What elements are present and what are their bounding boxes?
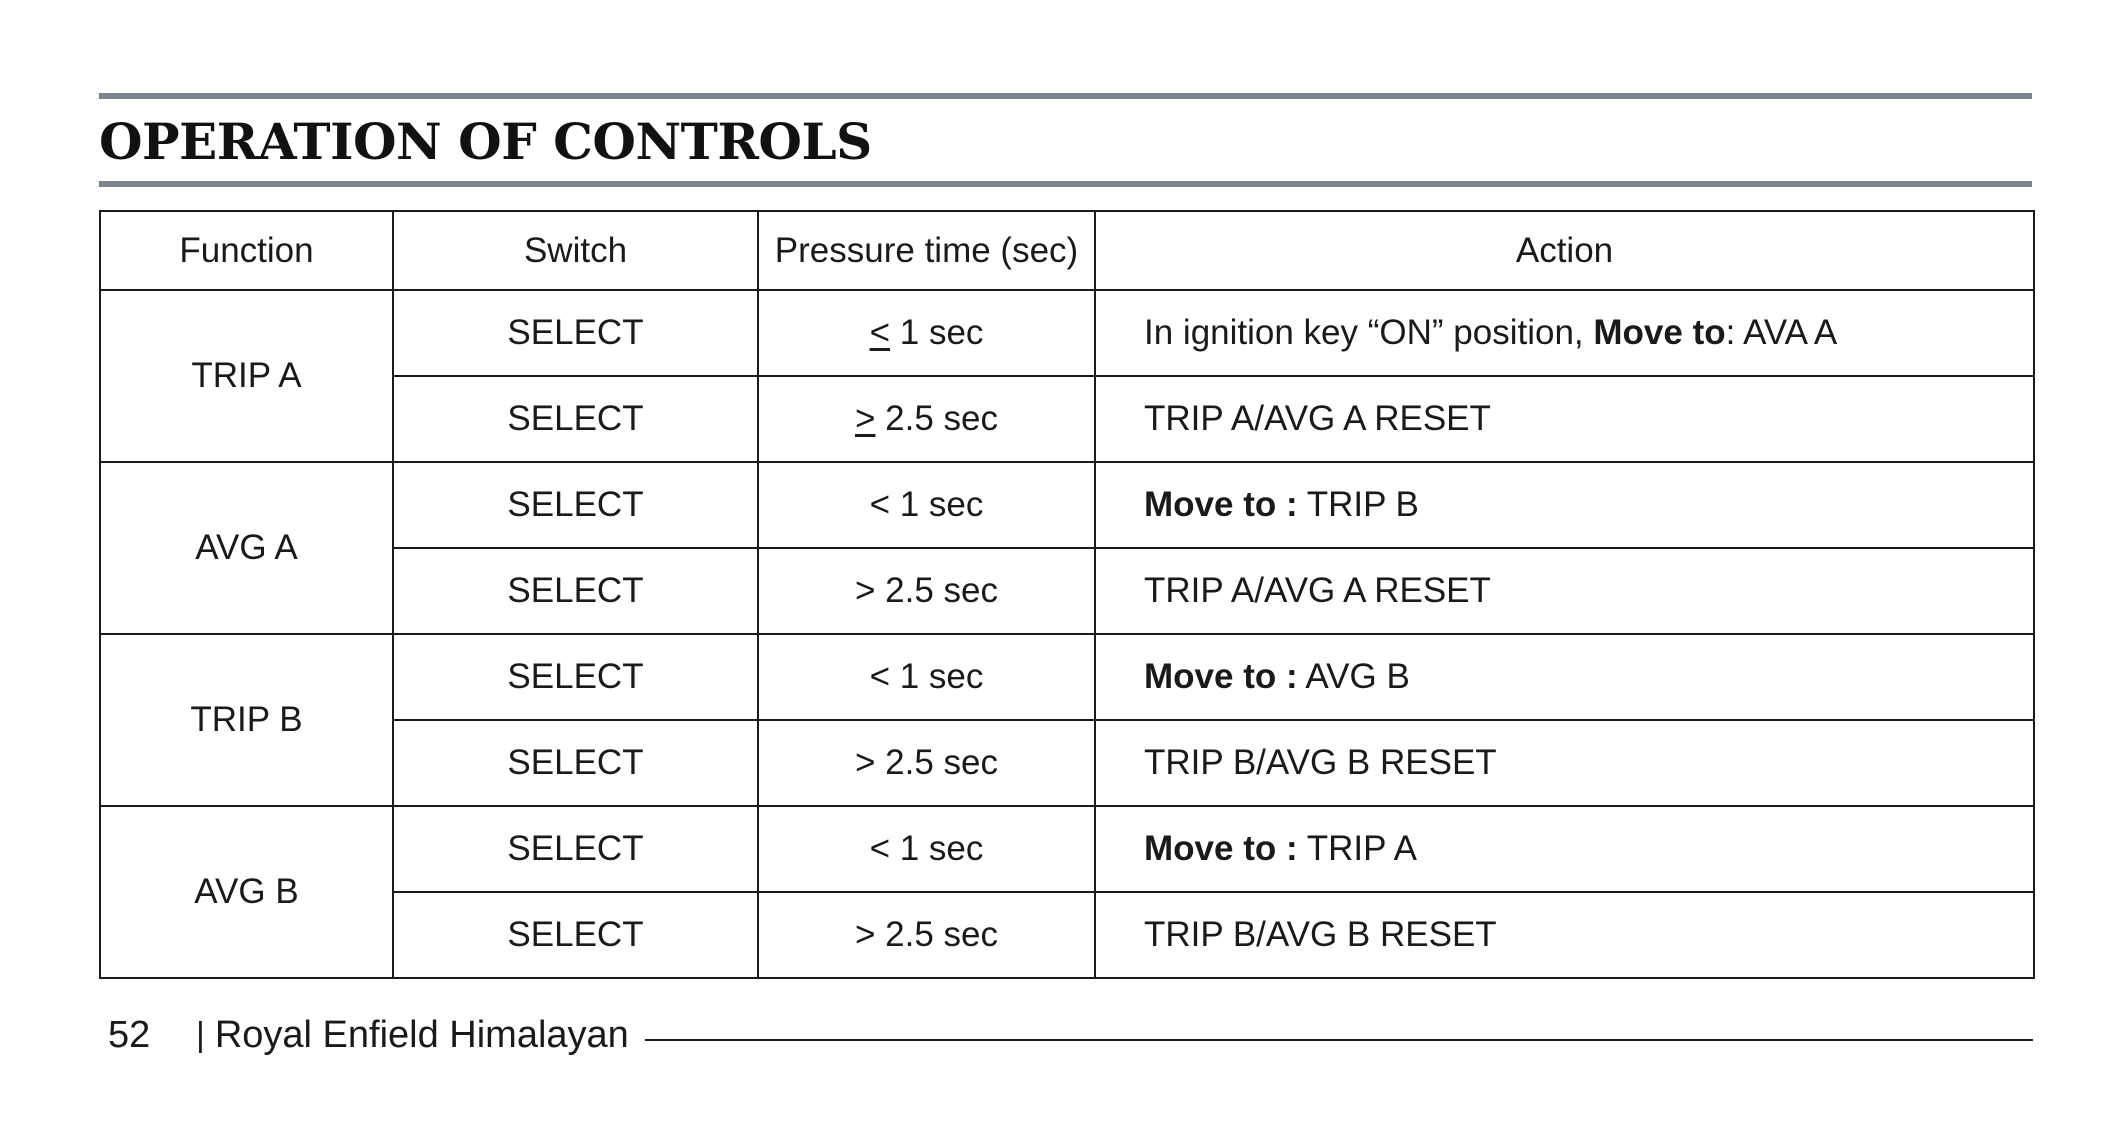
switch-cell: SELECT: [393, 290, 758, 376]
page-footer: [108, 1005, 2033, 1065]
switch-cell: SELECT: [393, 376, 758, 462]
pressure-time-value: > 2.5 sec: [854, 743, 998, 782]
header-function: Function: [100, 211, 393, 290]
footer-separator: |: [196, 1015, 205, 1054]
action-target: TRIP A: [1297, 829, 1417, 868]
function-cell: AVG B: [100, 806, 393, 978]
switch-cell: SELECT: [393, 634, 758, 720]
pressure-time-cell: [758, 462, 1095, 548]
pressure-time-cell: [758, 806, 1095, 892]
pressure-time-value: > 2.5 sec: [854, 915, 998, 954]
pressure-time-cell: [758, 634, 1095, 720]
switch-cell: SELECT: [393, 806, 758, 892]
pressure-time-cell: [758, 548, 1095, 634]
action-cell: [1095, 462, 2034, 548]
pressure-time-cell: [758, 720, 1095, 806]
pressure-time-value: > 2.5 sec: [854, 571, 998, 610]
action-target: : AVA A: [1725, 313, 1838, 352]
table-row: [100, 290, 2034, 376]
pressure-time-cell: [758, 892, 1095, 978]
pressure-time-value: < 1 sec: [869, 485, 984, 524]
action-target: TRIP A/AVG A RESET: [1144, 399, 1491, 438]
action-target: TRIP B/AVG B RESET: [1144, 743, 1497, 782]
table-row: [100, 462, 2034, 548]
table-header-row: [100, 211, 2034, 290]
action-target: TRIP A/AVG A RESET: [1144, 571, 1491, 610]
switch-cell: SELECT: [393, 892, 758, 978]
book-title: Royal Enfield Himalayan: [214, 1013, 629, 1056]
action-target: TRIP B: [1297, 485, 1419, 524]
top-rule: [99, 93, 2032, 99]
switch-cell: SELECT: [393, 548, 758, 634]
action-move-to-label: Move to :: [1144, 657, 1298, 696]
pressure-time-value: 1 sec: [890, 313, 984, 352]
header-switch: Switch: [393, 211, 758, 290]
switch-cell: SELECT: [393, 462, 758, 548]
action-move-to-label: Move to: [1593, 313, 1726, 352]
action-target: AVG B: [1297, 657, 1410, 696]
action-cell: [1095, 376, 2034, 462]
action-cell: [1095, 806, 2034, 892]
action-cell: [1095, 892, 2034, 978]
controls-table: [99, 210, 2035, 979]
function-cell: AVG A: [100, 462, 393, 634]
table-row: [100, 806, 2034, 892]
pressure-time-cell: [758, 290, 1095, 376]
action-cell: [1095, 720, 2034, 806]
table-body: [100, 290, 2034, 978]
page-number: 52: [108, 1013, 151, 1056]
action-cell: [1095, 634, 2034, 720]
pressure-time-value: < 1 sec: [869, 657, 984, 696]
action-target: TRIP B/AVG B RESET: [1144, 915, 1497, 954]
header-pressure-time: Pressure time (sec): [758, 211, 1095, 290]
comparison-symbol: <: [869, 313, 891, 352]
title-underline-rule: [99, 181, 2032, 187]
footer-rule: [645, 1039, 2033, 1041]
action-move-to-label: Move to :: [1144, 485, 1298, 524]
action-text: In ignition key “ON” position,: [1144, 313, 1594, 352]
action-cell: [1095, 548, 2034, 634]
action-cell: [1095, 290, 2034, 376]
switch-cell: SELECT: [393, 720, 758, 806]
comparison-symbol: >: [854, 399, 876, 438]
function-cell: TRIP A: [100, 290, 393, 462]
action-move-to-label: Move to :: [1144, 829, 1298, 868]
function-cell: TRIP B: [100, 634, 393, 806]
table-row: [100, 634, 2034, 720]
pressure-time-cell: [758, 376, 1095, 462]
header-action: Action: [1095, 211, 2034, 290]
page-title: OPERATION OF CONTROLS: [99, 112, 872, 171]
pressure-time-value: 2.5 sec: [875, 399, 999, 438]
pressure-time-value: < 1 sec: [869, 829, 984, 868]
